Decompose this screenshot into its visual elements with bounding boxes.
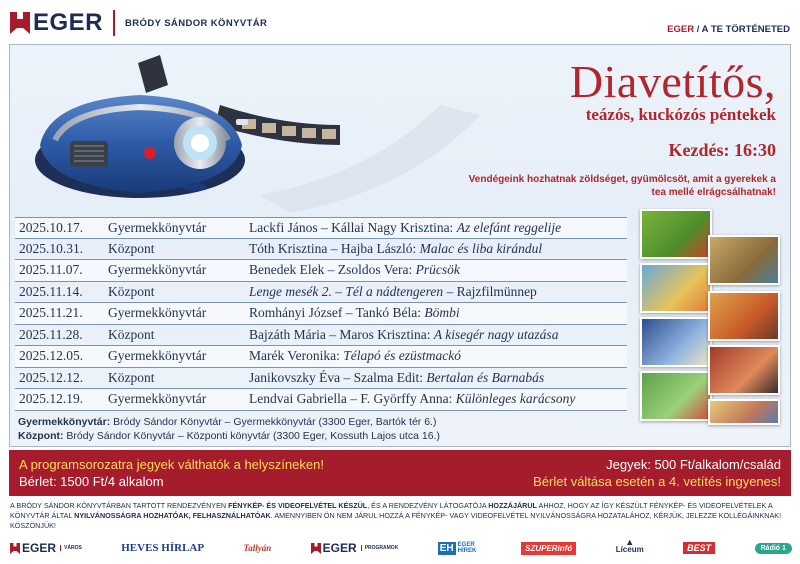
poster-title: Diavetítős, xyxy=(569,56,776,107)
illustration-thumb xyxy=(708,399,780,425)
disclaimer-bold: NYILVÁNOSSÁGRA HOZHATÓAK, FELHASZNÁLHATÓAK xyxy=(74,511,271,520)
sponsor-szuperinfo[interactable] xyxy=(521,538,576,558)
ticket-banner xyxy=(9,450,791,496)
sponsor-radio1[interactable] xyxy=(755,538,792,558)
eger-logo[interactable] xyxy=(10,9,267,37)
event-venue: Gyermekkönyvtár xyxy=(108,262,207,278)
schedule-row xyxy=(15,303,627,325)
eger-castle-icon xyxy=(10,543,20,554)
event-authors: Marék Veronika: xyxy=(249,348,344,364)
logo-divider xyxy=(113,10,115,36)
event-authors: Janikovszky Éva – Szalma Edit: xyxy=(249,369,427,385)
sponsor-label: BEST xyxy=(683,542,715,554)
event-authors: Lackfi János – Kállai Nagy Krisztina: xyxy=(249,219,457,235)
event-book: Prücsök xyxy=(415,262,460,278)
library-name: BRÓDY SÁNDOR KÖNYVTÁR xyxy=(125,17,268,29)
event-book: Malac és liba kirándul xyxy=(419,240,543,256)
schedule-row xyxy=(15,217,627,239)
schedule-row xyxy=(15,282,627,304)
book-illustrations xyxy=(636,205,786,425)
event-venue: Központ xyxy=(108,283,155,299)
event-authors: Bajzáth Mária – Maros Krisztina: xyxy=(249,326,434,342)
eger-castle-icon xyxy=(311,543,321,554)
event-venue: Gyermekkönyvtár xyxy=(108,305,207,321)
start-time: Kezdés: 16:30 xyxy=(668,140,776,160)
event-book: A kisegér nagy utazása xyxy=(433,326,559,342)
schedule-table xyxy=(15,217,627,411)
event-book: Lenge mesék 2. – Tél a nádtengeren xyxy=(249,283,444,299)
sponsor-tallyan[interactable] xyxy=(244,538,272,558)
event-title xyxy=(249,284,627,300)
schedule-row xyxy=(15,368,627,390)
sponsor-eger-varos[interactable] xyxy=(10,538,82,558)
sponsor-best[interactable] xyxy=(683,538,715,558)
photo-disclaimer xyxy=(10,501,792,531)
sponsor-sublabel: EGER HÍREK xyxy=(457,542,477,554)
venue-addresses xyxy=(18,415,440,443)
event-venue: Központ xyxy=(108,240,155,256)
tagline-rest: / A TE TÖRTÉNETED xyxy=(694,24,790,35)
schedule-row xyxy=(15,260,627,282)
event-book: Télapó és ezüstmackó xyxy=(343,348,461,364)
event-title xyxy=(249,220,627,236)
sponsor-heves-hirlap[interactable] xyxy=(121,538,204,558)
event-title xyxy=(249,391,627,407)
event-book: Bömbi xyxy=(424,305,460,321)
sponsor-sublabel: PROGRAMOK xyxy=(361,545,399,551)
event-book: Különleges karácsony xyxy=(455,391,576,407)
sponsor-eger-programok[interactable] xyxy=(311,538,399,558)
sponsor-label: HEVES HÍRLAP xyxy=(121,542,205,554)
event-date: 2025.12.05. xyxy=(19,348,84,364)
event-title xyxy=(249,370,627,386)
event-authors: Lendvai Gabriella – F. Györffy Anna: xyxy=(249,391,456,407)
sponsor-eger-hirek[interactable] xyxy=(438,538,482,558)
ticket-price: Jegyek: 500 Ft/alkalom/család xyxy=(606,457,781,472)
event-authors: Romhányi József – Tankó Béla: xyxy=(249,305,425,321)
illustration-thumb xyxy=(640,371,712,421)
sponsor-label: SZUPERinfó xyxy=(521,542,576,555)
event-date: 2025.11.14. xyxy=(19,283,83,299)
illustration-thumb xyxy=(708,235,780,285)
banner-right xyxy=(533,456,781,490)
venue-address xyxy=(18,429,440,443)
sponsor-label: EGER xyxy=(322,541,357,555)
event-authors: Tóth Krisztina – Hajba László: xyxy=(249,240,420,256)
liceum-mark-icon: ▲ xyxy=(625,537,635,547)
event-date: 2025.11.21. xyxy=(19,305,83,321)
sponsor-label: Tallyán xyxy=(243,543,272,553)
event-book: Az elefánt reggelije xyxy=(456,219,562,235)
illustration-thumb xyxy=(708,345,780,395)
sponsor-label: Líceum xyxy=(615,545,644,554)
event-title xyxy=(249,305,627,321)
pass-price: Bérlet: 1500 Ft/4 alkalom xyxy=(19,474,164,489)
schedule-row xyxy=(15,239,627,261)
event-venue: Gyermekkönyvtár xyxy=(108,219,207,235)
illustration-thumb xyxy=(708,291,780,341)
event-date: 2025.12.19. xyxy=(19,391,84,407)
event-date: 2025.10.17. xyxy=(19,219,84,235)
event-title xyxy=(249,348,627,364)
venue-label: Központ: xyxy=(18,430,64,442)
event-venue: Gyermekkönyvtár xyxy=(108,391,207,407)
event-venue: Központ xyxy=(108,369,155,385)
event-date: 2025.11.28. xyxy=(19,326,83,342)
banner-left xyxy=(19,456,324,490)
event-title xyxy=(249,327,627,343)
sponsor-liceum[interactable] xyxy=(616,538,644,558)
venue-address xyxy=(18,415,440,429)
pass-offer: Bérlet váltása esetén a 4. vetítés ingyenes! xyxy=(533,474,781,489)
event-authors: Benedek Elek – Zsoldos Vera: xyxy=(249,262,416,278)
schedule-row xyxy=(15,325,627,347)
event-title xyxy=(249,262,627,278)
sponsor-strip xyxy=(10,537,792,559)
disclaimer-bold: FÉNYKÉP- ÉS VIDEOFELVÉTEL KÉSZÜL xyxy=(228,501,368,510)
disclaimer-text: . AMENNYIBEN ÖN NEM JÁRUL HOZZÁ A FÉNYKÉP- VAGY VIDEOFELVÉTEL NYILVÁNOSSÁGRA HOZATALÁHOZ, KÉRJÜK, JELEZZE KOLLÉGÁINKNAK! KÖSZÖNJÜK! xyxy=(10,511,782,530)
event-venue: Központ xyxy=(108,326,155,342)
illustration-thumb xyxy=(640,317,712,367)
schedule-row xyxy=(15,346,627,368)
venue-label: Gyermekkönyvtár: xyxy=(18,416,111,428)
tagline-accent: EGER xyxy=(667,24,695,35)
poster-subtitle: teázós, kuckózós péntekek xyxy=(585,105,776,124)
event-suffix: – Rajzfilmünnep xyxy=(443,283,537,299)
event-title xyxy=(249,241,627,257)
illustration-thumb xyxy=(640,209,712,259)
disclaimer-text: A BRÓDY SÁNDOR KÖNYVTÁRBAN TARTOTT RENDEZVÉNYEN xyxy=(10,501,229,510)
sponsor-label: Rádió 1 xyxy=(755,543,792,554)
event-date: 2025.10.31. xyxy=(19,240,84,256)
event-book: Bertalan és Barnabás xyxy=(426,369,545,385)
sponsor-sublabel: VÁROS xyxy=(60,545,82,551)
eger-castle-icon xyxy=(10,12,30,34)
ticket-info: A programsorozatra jegyek válthatók a helyszíneken! xyxy=(19,457,324,472)
event-date: 2025.11.07. xyxy=(19,262,83,278)
page-header xyxy=(0,0,800,44)
tagline xyxy=(667,24,790,35)
sponsor-label: EGER xyxy=(22,541,57,555)
disclaimer-bold: HOZZÁJÁRUL xyxy=(488,501,537,510)
event-date: 2025.12.12. xyxy=(19,369,84,385)
venue-text: Bródy Sándor Könyvtár – Gyermekkönyvtár (3300 Eger, Bartók tér 6.) xyxy=(110,416,437,428)
sponsor-label: EH xyxy=(439,542,454,554)
hero-area xyxy=(10,45,790,215)
guest-note: Vendégeink hozhatnak zöldséget, gyümölcsöt, amit a gyerekek a tea mellé elrágcsálhatnak! xyxy=(468,174,776,198)
event-venue: Gyermekkönyvtár xyxy=(108,348,207,364)
poster-frame xyxy=(9,44,791,447)
disclaimer-text: AHHOZ, HOGY AZ ÍGY KÉSZÜLT FÉNYKÉP- ÉS VIDEOFELVÉTELEK A KÖNYVTÁR ÁLTAL xyxy=(10,501,773,520)
disclaimer-text: , ÉS A RENDEZVÉNY LÁTOGATÓJA xyxy=(367,501,489,510)
venue-text: Bródy Sándor Könyvtár – Központi könyvtár (3300 Eger, Kossuth Lajos utca 16.) xyxy=(63,430,440,442)
illustration-thumb xyxy=(640,263,712,313)
schedule-row xyxy=(15,389,627,411)
logo-text: EGER xyxy=(33,9,104,36)
